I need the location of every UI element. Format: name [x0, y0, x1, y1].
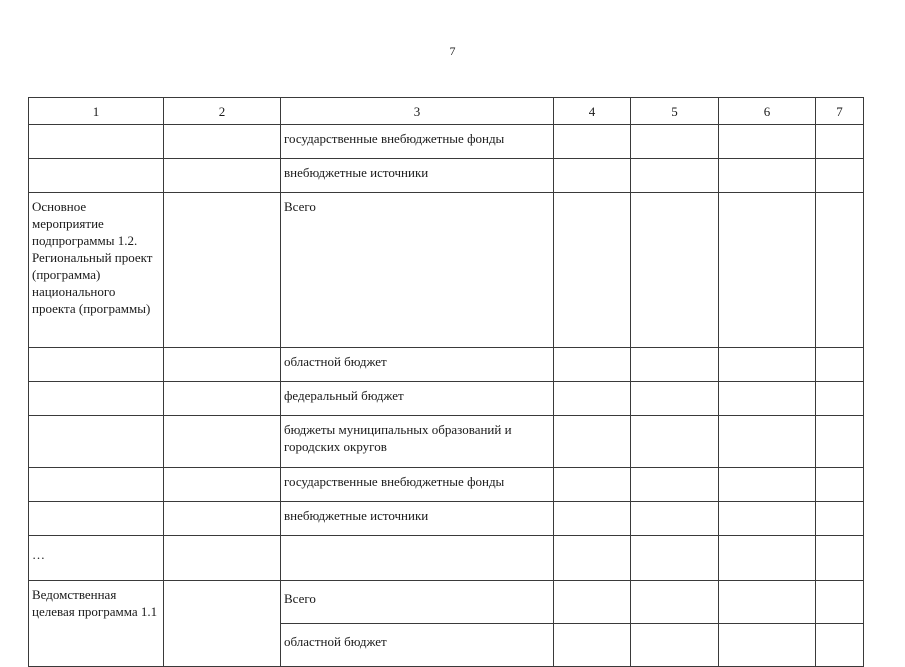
empty-cell [816, 416, 864, 468]
table-row [29, 536, 864, 581]
empty-cell [631, 536, 719, 581]
row-label-cell: Основное мероприятие подпрограммы 1.2. Региональный проект (программа) национального проекта (программы) [29, 193, 164, 348]
empty-cell [554, 468, 631, 502]
empty-cell [719, 416, 816, 468]
empty-cell [719, 502, 816, 536]
empty-cell [816, 624, 864, 667]
empty-cell [164, 502, 281, 536]
empty-cell [164, 382, 281, 416]
empty-cell [631, 468, 719, 502]
empty-cell [719, 624, 816, 667]
row-label-cell [29, 468, 164, 502]
empty-cell [816, 468, 864, 502]
empty-cell [164, 536, 281, 581]
empty-cell [631, 193, 719, 348]
ellipsis-cell: … [29, 536, 164, 581]
empty-cell [631, 125, 719, 159]
empty-cell [719, 348, 816, 382]
empty-cell [719, 468, 816, 502]
header-cell-1: 1 [29, 98, 164, 125]
row-label-cell [29, 125, 164, 159]
budget-table [28, 97, 864, 667]
empty-cell [164, 468, 281, 502]
row-label-cell [29, 416, 164, 468]
empty-cell [631, 624, 719, 667]
empty-cell [631, 348, 719, 382]
empty-cell [554, 624, 631, 667]
table-row [29, 382, 864, 416]
row-label-cell: Ведомственная целевая программа 1.1 [29, 581, 164, 667]
funding-source-cell: федеральный бюджет [281, 382, 554, 416]
empty-cell [719, 536, 816, 581]
header-cell-2: 2 [164, 98, 281, 125]
empty-cell [164, 159, 281, 193]
funding-source-cell [281, 536, 554, 581]
empty-cell [719, 581, 816, 624]
empty-cell [554, 581, 631, 624]
empty-cell [816, 193, 864, 348]
empty-cell [631, 159, 719, 193]
header-cell-4: 4 [554, 98, 631, 125]
empty-cell [164, 125, 281, 159]
empty-cell [816, 125, 864, 159]
row-label-cell [29, 348, 164, 382]
header-cell-6: 6 [719, 98, 816, 125]
funding-source-cell: Всего [281, 581, 554, 624]
empty-cell [631, 416, 719, 468]
empty-cell [164, 416, 281, 468]
empty-cell [554, 536, 631, 581]
funding-source-cell: внебюджетные источники [281, 159, 554, 193]
empty-cell [554, 416, 631, 468]
empty-cell [554, 502, 631, 536]
funding-source-cell: бюджеты муниципальных образований и городских округов [281, 416, 554, 468]
empty-cell [719, 125, 816, 159]
empty-cell [164, 193, 281, 348]
funding-source-cell: Всего [281, 193, 554, 348]
table-row [29, 416, 864, 468]
empty-cell [554, 159, 631, 193]
empty-cell [816, 581, 864, 624]
empty-cell [816, 382, 864, 416]
page-number: 7 [449, 44, 456, 58]
empty-cell [719, 382, 816, 416]
row-label-cell [29, 502, 164, 536]
empty-cell [816, 536, 864, 581]
table-header-row [29, 98, 864, 125]
table-row [29, 193, 864, 348]
empty-cell [816, 348, 864, 382]
row-label-cell [29, 159, 164, 193]
empty-cell [164, 348, 281, 382]
empty-cell [164, 581, 281, 667]
funding-source-cell: областной бюджет [281, 624, 554, 667]
funding-source-cell: государственные внебюджетные фонды [281, 468, 554, 502]
empty-cell [719, 159, 816, 193]
empty-cell [554, 348, 631, 382]
funding-source-cell: областной бюджет [281, 348, 554, 382]
funding-source-cell: внебюджетные источники [281, 502, 554, 536]
empty-cell [554, 125, 631, 159]
row-label-cell [29, 382, 164, 416]
table-row [29, 348, 864, 382]
empty-cell [554, 382, 631, 416]
table-row [29, 468, 864, 502]
header-cell-7: 7 [816, 98, 864, 125]
funding-source-cell: государственные внебюджетные фонды [281, 125, 554, 159]
table-row [29, 159, 864, 193]
empty-cell [719, 193, 816, 348]
empty-cell [631, 382, 719, 416]
header-cell-3: 3 [281, 98, 554, 125]
header-cell-5: 5 [631, 98, 719, 125]
empty-cell [631, 502, 719, 536]
empty-cell [816, 502, 864, 536]
table-row [29, 502, 864, 536]
empty-cell [631, 581, 719, 624]
table-row [29, 581, 864, 624]
table-row [29, 125, 864, 159]
empty-cell [554, 193, 631, 348]
empty-cell [816, 159, 864, 193]
